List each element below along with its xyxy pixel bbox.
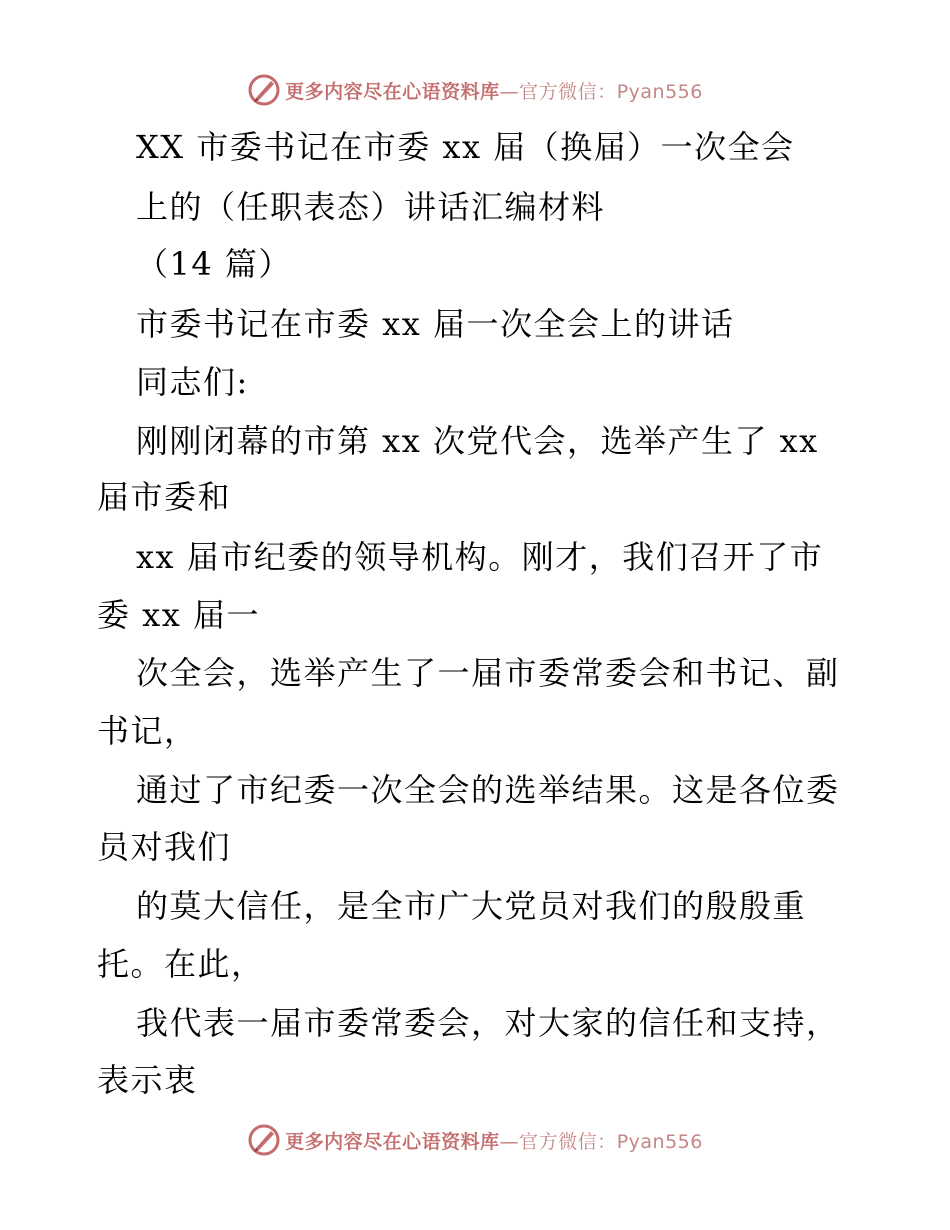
doc-title-count: （14 篇） [136,245,292,283]
watermark-text: 更多内容尽在心语资料库—官方微信：Pyan556 [285,1130,703,1153]
doc-title-line-1: XX 市委书记在市委 xx 届（换届）一次全会 [136,128,795,166]
paragraph-line: 托。在此， [97,945,265,983]
paragraph-line: 次全会，选举产生了一届市委常委会和书记、副 [136,654,840,692]
paragraph-line: 刚刚闭幕的市第 xx 次党代会，选举产生了 xx [136,422,819,460]
footer-watermark [0,1120,950,1160]
header-watermark [0,70,950,110]
section-title: 市委书记在市委 xx 届一次全会上的讲话 [136,305,735,343]
paragraph-line: xx 届市纪委的领导机构。刚才，我们召开了市 [136,538,824,576]
salutation: 同志们: [136,363,249,401]
pen-seal-icon [247,1123,281,1157]
paragraph-line: 员对我们 [97,828,232,866]
paragraph-line: 届市委和 [97,478,232,516]
paragraph-line: 的莫大信任，是全市广大党员对我们的殷殷重 [136,887,807,925]
paragraph-line: 通过了市纪委一次全会的选举结果。这是各位委 [136,771,840,809]
doc-title-line-2: 上的（任职表态）讲话汇编材料 [136,188,606,226]
paragraph-line: 委 xx 届一 [97,596,260,634]
paragraph-line: 表示衷 [97,1061,198,1099]
paragraph-line: 我代表一届市委常委会，对大家的信任和支持， [136,1004,840,1042]
watermark-text: 更多内容尽在心语资料库—官方微信：Pyan556 [285,80,703,103]
paragraph-line: 书记， [97,712,198,750]
pen-seal-icon [247,73,281,107]
